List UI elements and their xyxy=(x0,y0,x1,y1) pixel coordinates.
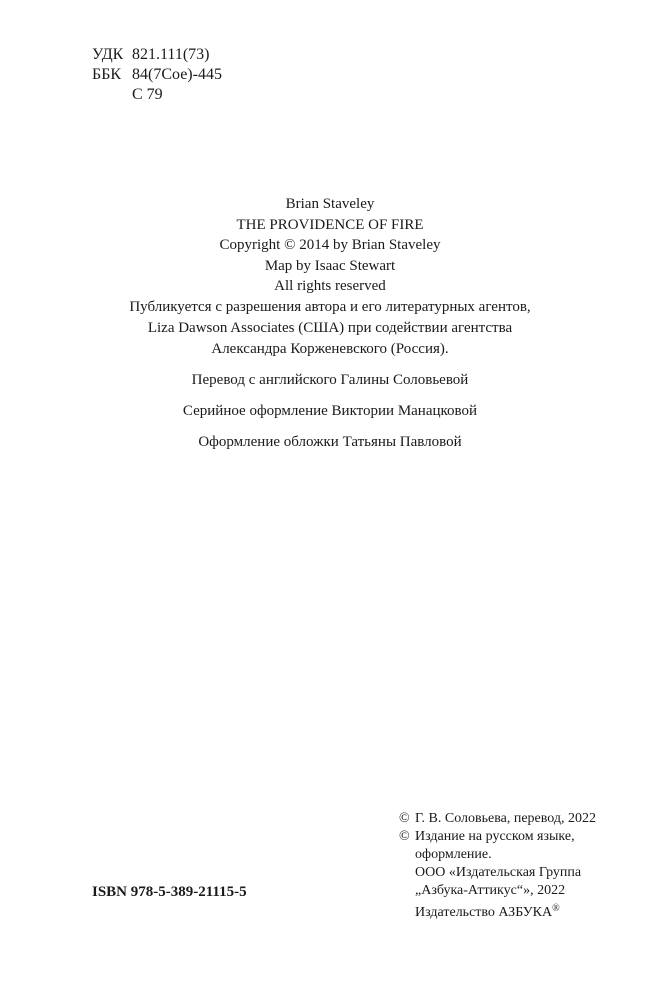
registered-mark: ® xyxy=(552,903,560,914)
copyright-line: Г. В. Соловьева, перевод, 2022 xyxy=(415,811,596,826)
edition-copyright xyxy=(399,828,596,846)
translation-copyright xyxy=(399,810,596,828)
udk-row xyxy=(92,45,222,65)
copyright-symbol: © xyxy=(399,811,410,826)
rights-reserved: All rights reserved xyxy=(274,278,386,294)
copyright-line: Издание на русском языке, xyxy=(415,829,575,844)
credits-block xyxy=(90,297,570,453)
isbn: ISBN 978-5-389-21115-5 xyxy=(92,884,247,900)
map-credit: Map by Isaac Stewart xyxy=(264,257,396,274)
original-edition-info xyxy=(90,194,570,297)
copyright-line: „Азбука-Аттикус“», 2022 xyxy=(415,883,566,898)
original-author: Brian Staveley xyxy=(285,196,375,212)
bbk-row xyxy=(92,65,222,85)
translation-credit: Перевод с английского Галины Соловьевой xyxy=(191,372,469,388)
permission-line: Александра Корженевского (Россия). xyxy=(211,341,449,357)
copyright-line: оформление. xyxy=(415,847,492,862)
series-design-credit: Серийное оформление Виктории Манацковой xyxy=(182,403,478,419)
copyright-line: ООО «Издательская Группа xyxy=(415,865,582,880)
original-title: THE PROVIDENCE OF FIRE xyxy=(236,216,424,233)
permission-line: Liza Dawson Associates (США) при содействии агентства xyxy=(147,320,513,336)
permission-line: Публикуется с разрешения автора и его литературных агентов, xyxy=(129,299,531,315)
publisher-line xyxy=(399,900,596,922)
publisher-name: Издательство АЗБУКА xyxy=(415,905,553,920)
udk-label: УДК xyxy=(92,46,124,63)
publication-permission xyxy=(90,297,570,360)
bbk-label: ББК xyxy=(92,66,122,83)
classification-block xyxy=(92,45,222,105)
udk-value: 821.111(73) xyxy=(132,46,210,63)
bbk-value: 84(7Сое)-445 xyxy=(132,66,222,83)
cover-design-credit: Оформление обложки Татьяны Павловой xyxy=(198,434,462,450)
author-code: С 79 xyxy=(132,86,163,103)
original-copyright: Copyright © 2014 by Brian Staveley xyxy=(219,237,441,253)
copyright-notices xyxy=(399,810,596,922)
copyright-symbol: © xyxy=(399,829,410,844)
